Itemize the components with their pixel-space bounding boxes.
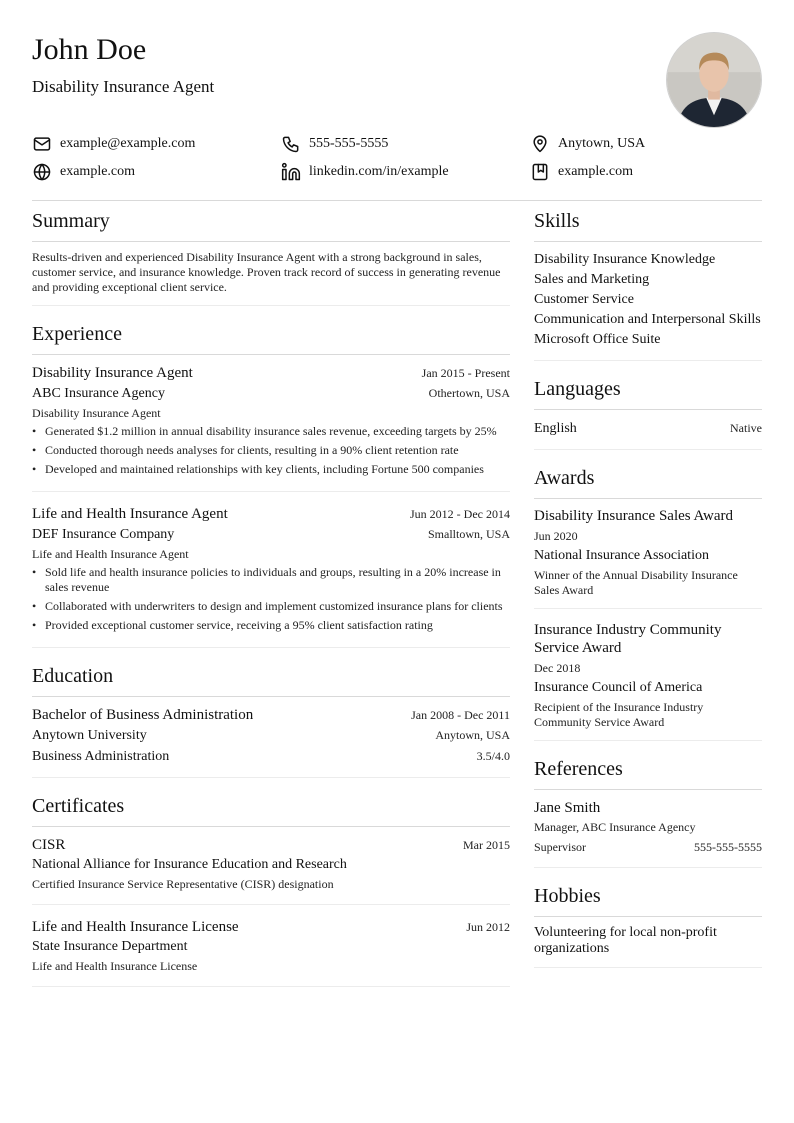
section-title: Summary [32,207,510,242]
highlight-item: • Developed and maintained relationships with key clients, including Fortune 500 companies [32,462,510,477]
contact-text: example.com [558,164,634,179]
contact-location [530,133,762,155]
contact-website[interactable] [32,161,281,183]
education-item [32,705,510,778]
award-awarder: Insurance Council of America [534,680,703,695]
awards-section [534,464,762,741]
linkedin-icon [281,162,301,182]
main-column [32,207,510,1001]
award-date: Jun 2020 [534,529,578,543]
person-name: John Doe [32,33,147,66]
skills-section [534,207,762,361]
skill-item: Microsoft Office Suite [534,332,661,347]
experience-section [32,320,510,648]
certificate-date: Jun 2012 [466,920,510,934]
experience-item [32,504,510,648]
experience-item [32,363,510,492]
gpa-score: 3.5/4.0 [476,749,510,763]
job-location: Smalltown, USA [427,527,510,541]
resume-header [32,30,762,130]
highlight-item: • Provided exceptional customer service, receiving a 95% client satisfaction rating [32,618,510,633]
contact-linkedin[interactable] [281,161,530,183]
globe-icon [32,162,52,182]
contact-text: example@example.com [60,136,196,151]
bookmark-icon [530,162,550,182]
skill-item: Disability Insurance Knowledge [534,252,716,267]
references-section [534,755,762,868]
sidebar-column [534,207,762,982]
certificates-section [32,792,510,987]
language-level: Native [730,421,762,435]
job-highlights [32,565,510,633]
reference-relationship: Supervisor [534,840,586,854]
contact-text: linkedin.com/in/example [309,164,449,179]
award-title: Disability Insurance Sales Award [534,508,733,524]
skill-item: Communication and Interpersonal Skills [534,312,761,327]
job-summary: Life and Health Insurance Agent [32,547,189,561]
language-item [534,418,762,450]
certificate-item [32,917,510,987]
hobby-item: Volunteering for local non-profit organizations [534,925,717,956]
school-name: Anytown University [32,728,147,743]
award-item [534,507,762,609]
degree-name: Bachelor of Business Administration [32,707,254,723]
summary-section [32,207,510,306]
certificate-summary: Life and Health Insurance License [32,959,198,973]
reference-phone: 555-555-5555 [694,840,762,854]
certificate-item [32,835,510,905]
languages-section [534,375,762,450]
job-position: Disability Insurance Agent [32,365,193,381]
section-title: Experience [32,320,510,355]
award-title: Insurance Industry Community Service Award [534,622,722,656]
mail-icon [32,134,52,154]
highlight-item: • Sold life and health insurance policies to individuals and groups, resulting in a 20% increase in sales revenue [32,565,510,595]
reference-name: Jane Smith [534,800,601,816]
job-summary: Disability Insurance Agent [32,406,161,420]
highlight-item: • Collaborated with underwriters to design and implement customized insurance plans for clients [32,599,510,614]
award-date: Dec 2018 [534,661,581,675]
section-title: Skills [534,207,762,242]
certificate-name: Life and Health Insurance License [32,919,239,935]
skill-item: Sales and Marketing [534,272,650,287]
header-divider [32,200,762,201]
education-section [32,662,510,778]
school-location: Anytown, USA [435,728,510,742]
section-title: Certificates [32,792,510,827]
certificate-issuer: National Alliance for Insurance Education and Research [32,857,347,872]
map-pin-icon [530,134,550,154]
study-area: Business Administration [32,749,170,764]
company-name: DEF Insurance Company [32,527,175,542]
award-item [534,621,762,741]
contact-email[interactable] [32,133,281,155]
award-summary: Recipient of the Insurance Industry Community Service Award [534,700,704,729]
hobbies-section [534,882,762,968]
skill-item: Customer Service [534,292,634,307]
contact-text: example.com [60,164,136,179]
award-awarder: National Insurance Association [534,548,709,563]
certificate-name: CISR [32,837,66,853]
language-name: English [534,421,577,436]
job-position: Life and Health Insurance Agent [32,506,228,522]
education-date: Jan 2008 - Dec 2011 [411,708,510,722]
company-name: ABC Insurance Agency [32,386,165,401]
contact-portfolio[interactable] [530,161,762,183]
certificate-issuer: State Insurance Department [32,939,188,954]
certificate-summary: Certified Insurance Service Representative (CISR) designation [32,877,334,891]
highlight-item: • Generated $1.2 million in annual disability insurance sales revenue, exceeding targets by 25% [32,424,510,439]
section-title: References [534,755,762,790]
contact-phone[interactable] [281,133,530,155]
profile-photo [666,32,762,128]
contact-list [32,133,762,183]
job-date: Jun 2012 - Dec 2014 [410,507,510,521]
contact-text: 555-555-5555 [309,136,389,151]
job-location: Othertown, USA [428,386,510,400]
section-title: Hobbies [534,882,762,917]
phone-icon [281,134,301,154]
highlight-item: • Conducted thorough needs analyses for clients, resulting in a 90% client retention rate [32,443,510,458]
section-title: Awards [534,464,762,499]
job-date: Jan 2015 - Present [421,366,510,380]
award-summary: Winner of the Annual Disability Insurance Sales Award [534,568,738,597]
reference-role: Manager, ABC Insurance Agency [534,820,696,834]
section-title: Languages [534,375,762,410]
reference-item [534,798,762,868]
summary-text: Results-driven and experienced Disability Insurance Agent with a strong background in sales, customer service, and insurance knowledge. Proven track record of success in generating revenue and providing exceptional client service. [32,250,501,294]
job-highlights [32,424,510,477]
section-title: Education [32,662,510,697]
contact-text: Anytown, USA [558,136,646,151]
certificate-date: Mar 2015 [463,838,510,852]
person-headline: Disability Insurance Agent [32,77,215,96]
